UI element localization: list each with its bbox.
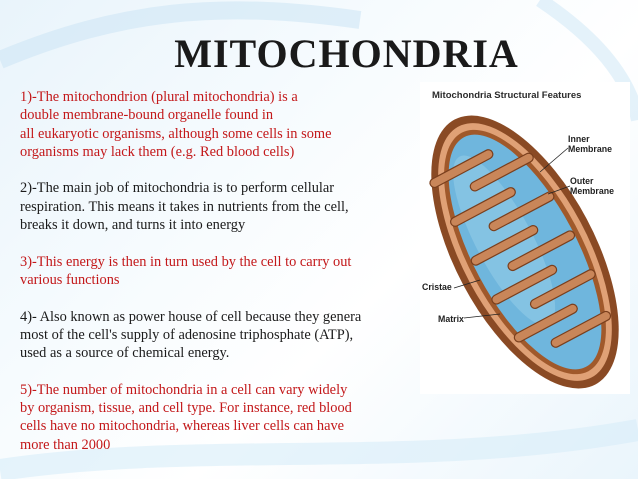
paragraph-line: organisms may lack them (e.g. Red blood cells) xyxy=(20,143,295,160)
paragraph-line: by organism, tissue, and cell type. For instance, red blood xyxy=(20,400,352,417)
label-outer-membrane: Outer Membrane xyxy=(570,176,614,196)
paragraph-line: 5)-The number of mitochondria in a cell can vary widely xyxy=(20,381,348,398)
label-inner-membrane: Inner Membrane xyxy=(568,134,612,154)
paragraph-line: cells have no mitochondria, whereas liver cells can have xyxy=(20,418,345,435)
paragraph-line: respiration. This means it takes in nutrients from the cell, xyxy=(20,198,349,215)
paragraph-line: more than 2000 xyxy=(20,436,111,453)
mitochondria-diagram xyxy=(420,82,630,394)
diagram-title: Mitochondria Structural Features xyxy=(432,90,582,101)
paragraph-line: breaks it down, and turns it into energy xyxy=(20,217,246,234)
paragraph-line: 4)- Also known as power house of cell because they genera xyxy=(20,308,362,325)
paragraph-line: 3)-This energy is then in turn used by the cell to carry out xyxy=(20,253,352,270)
label-cristae: Cristae xyxy=(422,282,452,292)
paragraph-3 xyxy=(20,253,422,290)
slide-body-text xyxy=(20,88,422,472)
paragraph-line: used as a source of chemical energy. xyxy=(20,345,230,362)
paragraph-line: all eukaryotic organisms, although some cells in some xyxy=(20,125,332,142)
mitochondria-illustration xyxy=(420,82,630,394)
paragraph-5 xyxy=(20,381,422,454)
paragraph-1 xyxy=(20,88,422,161)
paragraph-2 xyxy=(20,179,422,234)
paragraph-line: 2)-The main job of mitochondria is to perform cellular xyxy=(20,180,335,197)
paragraph-line: most of the cell's supply of adenosine triphosphate (ATP), xyxy=(20,326,354,343)
label-matrix: Matrix xyxy=(438,314,464,324)
paragraph-line: various functions xyxy=(20,271,120,288)
paragraph-line: double membrane-bound organelle found in xyxy=(20,107,274,124)
paragraph-4 xyxy=(20,308,422,363)
slide-title: MITOCHONDRIA xyxy=(174,31,519,76)
paragraph-line: 1)-The mitochondrion (plural mitochondria) is a xyxy=(20,89,298,105)
